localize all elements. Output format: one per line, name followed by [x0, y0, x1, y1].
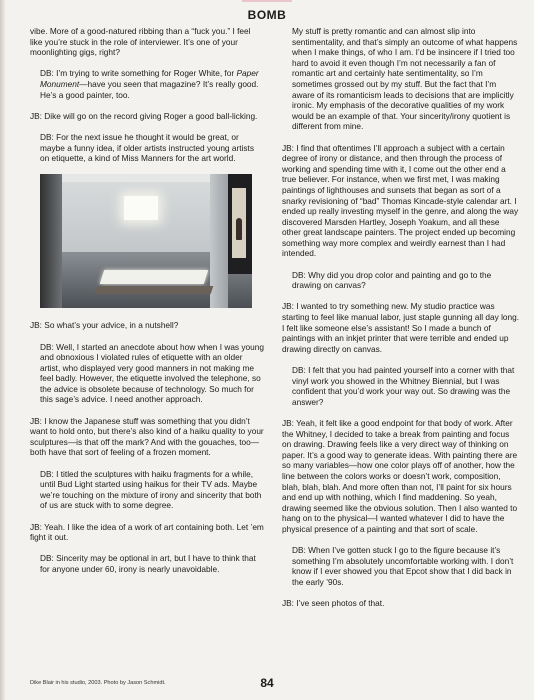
- photo-floor-rug: [95, 286, 214, 294]
- photo-ceiling: [62, 174, 228, 182]
- paragraph: vibe. More of a good-natured ribbing than a “fuck you.” I feel like you’re stuck in the role of interviewer. It’s one of your moonlighting gigs, right?: [30, 26, 251, 58]
- paragraph: DB: Sincerity may be optional in art, but I have to think that for anyone under 60, irony is nearly unavoidable.: [40, 553, 256, 574]
- paragraph: JB: I know the Japanese stuff was something that you didn’t want to hold onto, but there’s also kind of a haiku quality to your sculptures—is that off the mark? And with the gouaches, too—both have that sort of feeling of a frozen moment.: [30, 415, 264, 458]
- paragraph: JB: Yeah, it felt like a good endpoint for that body of work. After the Whitney, I decided to take a break from painting and focus on drawing. Drawing feels like a very direct way of thinking on paper. It’s a good way to generate ideas. With painting there are so many variables—how one color plays off of another, how the line between the colors works or doesn’t work, composition, blah, blah, blah. And more often than not, I’ll paint for six hours and end up with nothing, which I find maddening. So yeah, drawing seemed like the obvious solution. Then I also wanted to hang on to the physical—I wanted whatever I did to have the physical presence of a painting and that sort of scale.: [282, 417, 518, 534]
- magazine-title: BOMB: [247, 8, 287, 22]
- magazine-name: Paper Monument: [40, 68, 259, 89]
- page-binding-shadow: [0, 0, 6, 700]
- paragraph: JB: I wanted to try something new. My studio practice was starting to feel like manual labor, just staple gunning all day long. I felt like someone else’s assistant! So I made a bunch of paintings with an inkjet printer that were terrible and ended up drawing directly on canvas.: [282, 301, 520, 354]
- paragraph: DB: Well, I started an anecdote about how when I was young and obnoxious I violated rules of etiquette with an older artist, who displayed very good manners in not making me feel badly. However, the etiquette involved the telephone, so the advice is obsolete because of technology. So much for this sage’s advice. I need another approach.: [40, 341, 264, 405]
- paragraph: JB: Dike will go on the record giving Roger a good ball-licking.: [30, 110, 258, 121]
- paragraph: JB: So what’s your advice, in a nutshell?: [30, 320, 179, 331]
- paragraph: DB: I’m trying to write something for Roger White, for Paper Monument—have you seen that magazine? It’s really good. He’s a good painter, too.: [40, 68, 259, 100]
- paragraph: JB: Yeah. I like the idea of a work of art containing both. Let ’em fight it out.: [30, 521, 264, 543]
- studio-photo: [40, 174, 252, 308]
- photo-figure: [236, 218, 242, 240]
- paragraph: DB: For the next issue he thought it would be great, or maybe a funny idea, if older artists instructed young artists on etiquette, a kind of Miss Manners for the art world.: [40, 131, 254, 164]
- right-column: [282, 26, 520, 619]
- photo-floor-sculpture: [100, 270, 209, 284]
- left-column: [30, 26, 264, 585]
- paragraph: My stuff is pretty romantic and can almost slip into sentimentality, and that’s simply an outcome of what happens when I make things, of who I am. I’d be insincere if I tried too hard to avoid it even though I’m not necessarily a fan of romantic art and certainly hate sentimentality, so I’m sometimes grossed out by my stuff. But the fact that I’m aware of its romanticism leads to decisions that are implicitly ironic. My emphasis of the decorative qualities of my work would be an example of that. Your sincerity/irony quotient is different from mine.: [292, 26, 518, 132]
- paragraph: JB: I’ve seen photos of that.: [282, 598, 385, 609]
- photo-left-wall: [40, 174, 62, 308]
- paragraph: DB: I felt that you had painted yourself into a corner with that vinyl work you showed in the Whitney Biennial, but I was confident that you’d work your way out. So drawing was the answer?: [292, 365, 515, 407]
- paragraph: DB: Why did you drop color and painting and go to the drawing on canvas?: [292, 269, 492, 291]
- print-mark: [242, 0, 292, 2]
- paragraph: JB: I find that oftentimes I’ll approach a subject with a certain degree of irony or distance, and then through the process of working and spending time with it, I come out the other end a true believer. For instance, when we first met, I was making paintings of lighthouses and sunsets that began as sort of a snarky revisioning of “bad” Thomas Kincade-style calendar art. I ended up really investing myself in the genre, and along the way discovered Marsden Hartley, Joseph Yoakum, and all these other great landscape painters. The project ended up becoming something way more complex and weirdly earnest than I had intended.: [282, 142, 519, 259]
- photo-right-wall: [210, 174, 228, 308]
- photo-caption: Dike Blair in his studio, 2003. Photo by Jason Schmidt.: [30, 680, 166, 686]
- paragraph: DB: I titled the sculptures with haiku fragments for a while, until Bud Light started using haikus for their TV ads. Maybe we’re touching on the mixture of irony and sincerity that both of us are stuck with to some degree.: [40, 468, 262, 511]
- photo-light-patch: [124, 196, 158, 220]
- paragraph: DB: When I’ve gotten stuck I go to the figure because it’s something I’m absolutely uncomfortable working with. I don’t know if I ever showed you that Epcot show that I did back in the early ’90s.: [292, 545, 514, 587]
- page-number: 84: [260, 676, 274, 690]
